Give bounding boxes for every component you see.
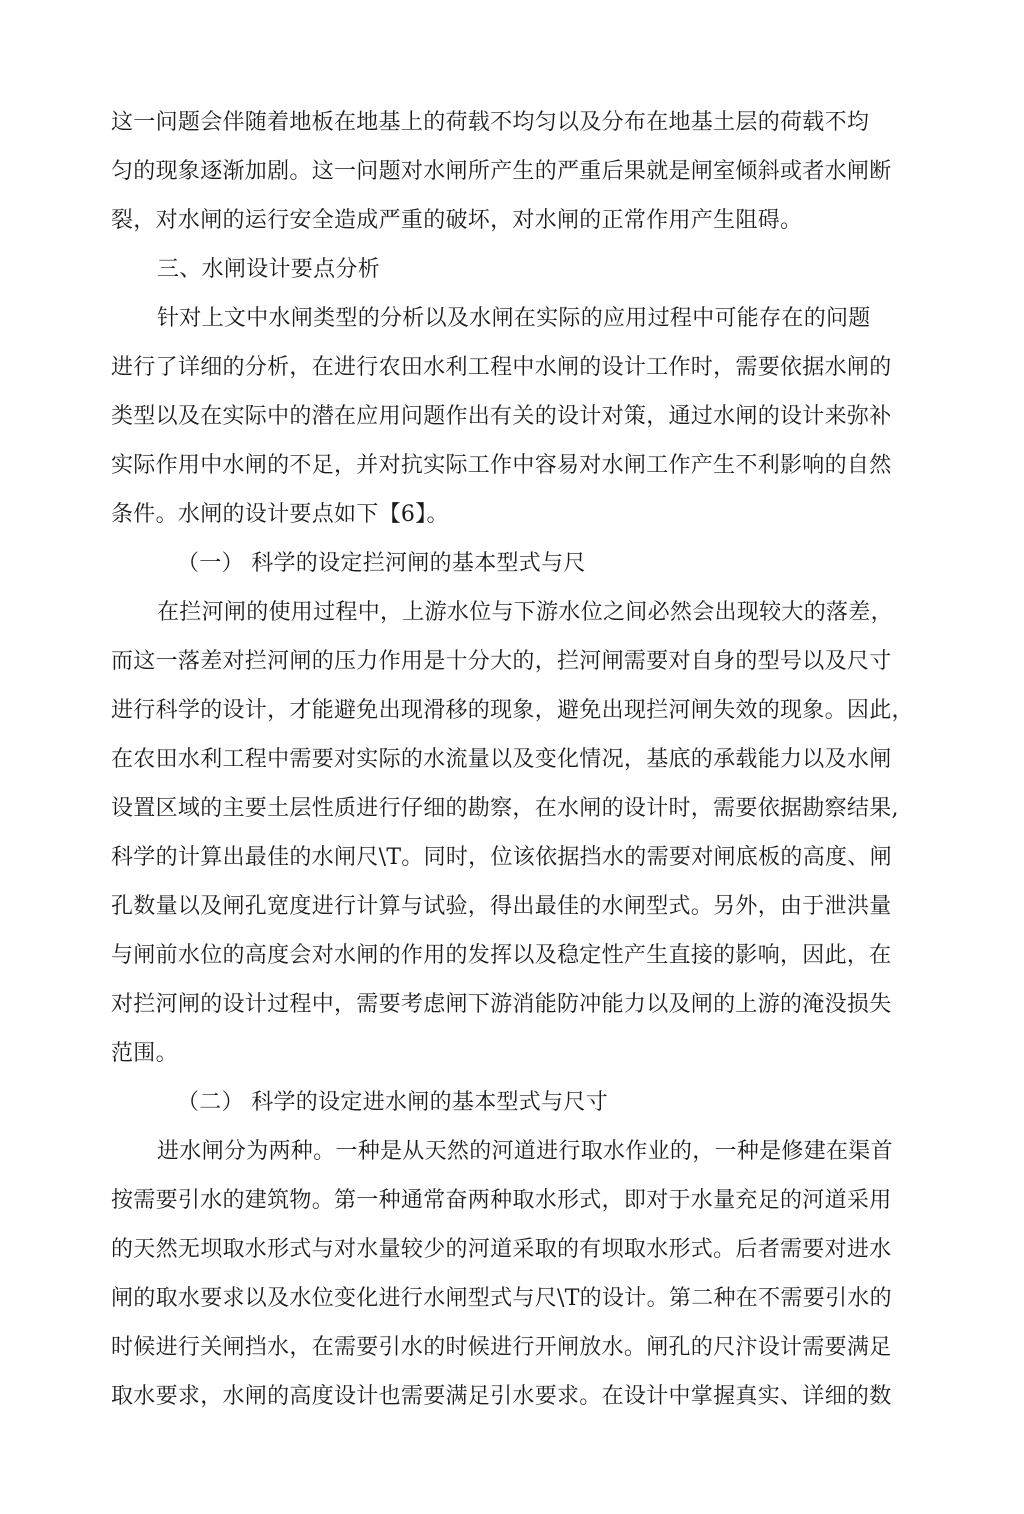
text-line: 进行科学的设计，才能避免出现滑移的现象，避免出现拦河闸失效的现象。因此， <box>111 698 914 723</box>
text-line: 科学的计算出最佳的水闸尺\T。同时，位该依据挡水的需要对闸底板的高度、闸 <box>111 845 892 870</box>
text-line: 裂，对水闸的运行安全造成严重的破坏，对水闸的正常作用产生阻碍。 <box>111 208 803 233</box>
text-line: 在农田水利工程中需要对实际的水流量以及变化情况，基底的承载能力以及水闸 <box>111 747 892 772</box>
subsection-heading: （一） 科学的设定拦河闸的基本型式与尺 <box>177 551 586 576</box>
text-line: 而这一落差对拦河闸的压力作用是十分大的，拦河闸需要对自身的型号以及尺寸 <box>111 649 892 674</box>
text-line: 范围。 <box>111 1041 178 1066</box>
subsection-heading: （二） 科学的设定进水闸的基本型式与尺寸 <box>177 1090 608 1115</box>
text-line: 与闸前水位的高度会对水闸的作用的发挥以及稳定性产生直接的影响，因此，在 <box>111 943 892 968</box>
paragraph-first-line: 在拦河闸的使用过程中，上游水位与下游水位之间必然会出现较大的落差， <box>157 600 893 625</box>
paragraph-first-line: 针对上文中水闸类型的分析以及水闸在实际的应用过程中可能存在的问题 <box>157 306 871 331</box>
text-line: 实际作用中水闸的不足，并对抗实际工作中容易对水闸工作产生不利影响的自然 <box>111 453 892 478</box>
text-line: 条件。水闸的设计要点如下【6】。 <box>111 502 449 527</box>
text-line: 按需要引水的建筑物。第一种通常奋两种取水形式，即对于水量充足的河道采用 <box>111 1188 892 1213</box>
text-line: 匀的现象逐渐加剧。这一问题对水闸所产生的严重后果就是闸室倾斜或者水闸断 <box>111 159 892 184</box>
text-line: 进行了详细的分析，在进行农田水利工程中水闸的设计工作时，需要依据水闸的 <box>111 355 892 380</box>
text-line: 孔数量以及闸孔宽度进行计算与试验，得出最佳的水闸型式。另外，由于泄洪量 <box>111 894 892 919</box>
paragraph-first-line: 进水闸分为两种。一种是从天然的河道进行取水作业的，一种是修建在渠首 <box>157 1139 893 1164</box>
text-line: 闸的取水要求以及水位变化进行水闸型式与尺\T的设计。第二种在不需要引水的 <box>111 1286 892 1311</box>
section-heading: 三、水闸设计要点分析 <box>157 257 381 282</box>
text-line: 这一问题会伴随着地板在地基上的荷载不均匀以及分布在地基土层的荷载不均 <box>111 110 870 135</box>
text-line: 类型以及在实际中的潜在应用问题作出有关的设计对策，通过水闸的设计来弥补 <box>111 404 892 429</box>
text-line: 对拦河闸的设计过程中，需要考虑闸下游消能防冲能力以及闸的上游的淹没损失 <box>111 992 892 1017</box>
body-text <box>111 98 914 1421</box>
text-line: 取水要求，水闸的高度设计也需要满足引水要求。在设计中掌握真实、详细的数 <box>111 1384 892 1409</box>
text-line: 的天然无坝取水形式与对水量较少的河道采取的有坝取水形式。后者需要对进水 <box>111 1237 892 1262</box>
text-line: 设置区域的主要土层性质进行仔细的勘察，在水闸的设计时，需要依据勘察结果, <box>111 796 899 821</box>
text-line: 时候进行关闸挡水，在需要引水的时候进行开闸放水。闸孔的尺汴设计需要满足 <box>111 1335 892 1360</box>
